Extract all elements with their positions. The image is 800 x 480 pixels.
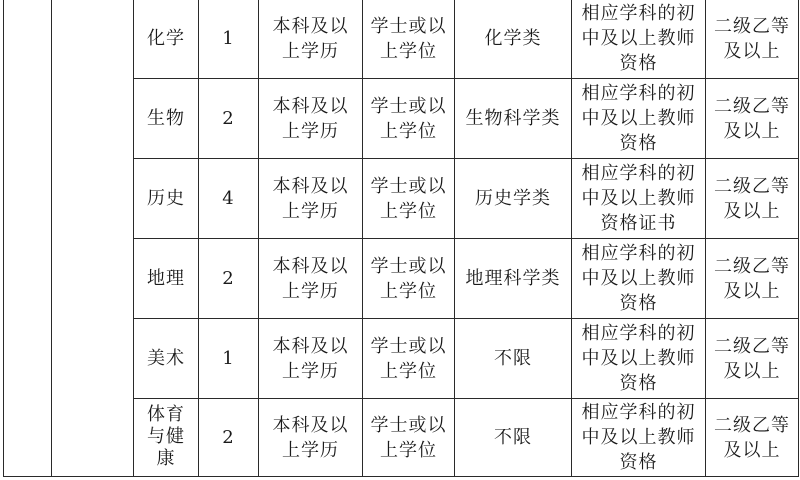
level-cell <box>706 319 799 399</box>
major-cell <box>455 239 572 319</box>
degree-text: 学士或以上学位 <box>370 255 447 302</box>
degree-cell <box>363 159 455 239</box>
certificate-cell <box>572 319 706 399</box>
education-text: 本科及以上学历 <box>272 95 349 142</box>
count-text: 2 <box>222 108 235 129</box>
group-blank-cell <box>52 239 134 319</box>
subject-text: 地理 <box>147 268 185 289</box>
degree-text: 学士或以上学位 <box>370 95 447 142</box>
level-text: 二级乙等及以上 <box>714 95 790 142</box>
count-text: 4 <box>222 188 235 209</box>
subject-text: 体育与健康 <box>147 404 185 469</box>
group-blank-cell <box>4 319 52 399</box>
count-cell <box>199 399 259 477</box>
degree-text: 学士或以上学位 <box>370 335 447 382</box>
group-blank-cell <box>4 79 52 159</box>
degree-text: 学士或以上学位 <box>370 175 447 222</box>
education-text: 本科及以上学历 <box>272 414 349 461</box>
level-text: 二级乙等及以上 <box>714 175 790 222</box>
major-cell <box>455 79 572 159</box>
table-row <box>4 159 799 239</box>
education-cell <box>259 399 363 477</box>
certificate-cell <box>572 0 706 79</box>
degree-text: 学士或以上学位 <box>370 15 447 62</box>
count-text: 1 <box>222 348 235 369</box>
count-cell <box>199 239 259 319</box>
group-blank-cell <box>52 319 134 399</box>
major-cell <box>455 159 572 239</box>
subject-text: 生物 <box>147 108 185 129</box>
subject-text: 美术 <box>147 348 185 369</box>
education-cell <box>259 0 363 79</box>
subject-cell <box>134 399 199 477</box>
count-cell <box>199 319 259 399</box>
subject-cell <box>134 0 199 79</box>
count-text: 2 <box>222 427 235 448</box>
major-text: 化学类 <box>484 28 542 49</box>
table-row <box>4 239 799 319</box>
certificate-text: 相应学科的初中及以上教师资格 <box>581 323 696 394</box>
education-cell <box>259 159 363 239</box>
subject-cell <box>134 239 199 319</box>
count-cell <box>199 79 259 159</box>
level-cell <box>706 0 799 79</box>
major-text: 地理科学类 <box>465 268 561 289</box>
education-cell <box>259 319 363 399</box>
major-cell <box>455 0 572 79</box>
certificate-text: 相应学科的初中及以上教师资格证书 <box>581 163 696 234</box>
group-blank-cell <box>52 159 134 239</box>
group-blank-cell <box>4 399 52 477</box>
level-text: 二级乙等及以上 <box>714 255 790 302</box>
certificate-cell <box>572 79 706 159</box>
requirements-table <box>3 0 799 477</box>
certificate-text: 相应学科的初中及以上教师资格 <box>581 3 696 74</box>
education-text: 本科及以上学历 <box>272 175 349 222</box>
level-cell <box>706 239 799 319</box>
major-cell <box>455 319 572 399</box>
certificate-cell <box>572 239 706 319</box>
degree-cell <box>363 239 455 319</box>
subject-cell <box>134 319 199 399</box>
count-cell <box>199 0 259 79</box>
degree-text: 学士或以上学位 <box>370 414 447 461</box>
degree-cell <box>363 319 455 399</box>
education-cell <box>259 79 363 159</box>
table-row <box>4 399 799 477</box>
certificate-text: 相应学科的初中及以上教师资格 <box>581 402 696 473</box>
degree-cell <box>363 79 455 159</box>
level-text: 二级乙等及以上 <box>714 414 790 461</box>
major-text: 生物科学类 <box>465 108 561 129</box>
level-text: 二级乙等及以上 <box>714 15 790 62</box>
count-text: 2 <box>222 268 235 289</box>
subject-text: 历史 <box>147 188 185 209</box>
education-text: 本科及以上学历 <box>272 255 349 302</box>
group-blank-cell <box>52 0 134 79</box>
table-row <box>4 79 799 159</box>
group-blank-cell <box>52 79 134 159</box>
major-cell <box>455 399 572 477</box>
count-cell <box>199 159 259 239</box>
major-text: 不限 <box>494 427 532 448</box>
table-body <box>4 0 799 477</box>
count-text: 1 <box>222 28 235 49</box>
group-blank-cell <box>4 239 52 319</box>
major-text: 历史学类 <box>475 188 551 209</box>
certificate-cell <box>572 159 706 239</box>
degree-cell <box>363 0 455 79</box>
education-text: 本科及以上学历 <box>272 335 349 382</box>
certificate-cell <box>572 399 706 477</box>
table-row <box>4 319 799 399</box>
group-blank-cell <box>52 399 134 477</box>
subject-text: 化学 <box>147 28 185 49</box>
group-blank-cell <box>4 159 52 239</box>
level-text: 二级乙等及以上 <box>714 335 790 382</box>
certificate-text: 相应学科的初中及以上教师资格 <box>581 83 696 154</box>
subject-cell <box>134 79 199 159</box>
education-text: 本科及以上学历 <box>272 15 349 62</box>
level-cell <box>706 159 799 239</box>
group-blank-cell <box>4 0 52 79</box>
education-cell <box>259 239 363 319</box>
certificate-text: 相应学科的初中及以上教师资格 <box>581 243 696 314</box>
degree-cell <box>363 399 455 477</box>
subject-cell <box>134 159 199 239</box>
level-cell <box>706 399 799 477</box>
level-cell <box>706 79 799 159</box>
table-row <box>4 0 799 79</box>
major-text: 不限 <box>494 348 532 369</box>
